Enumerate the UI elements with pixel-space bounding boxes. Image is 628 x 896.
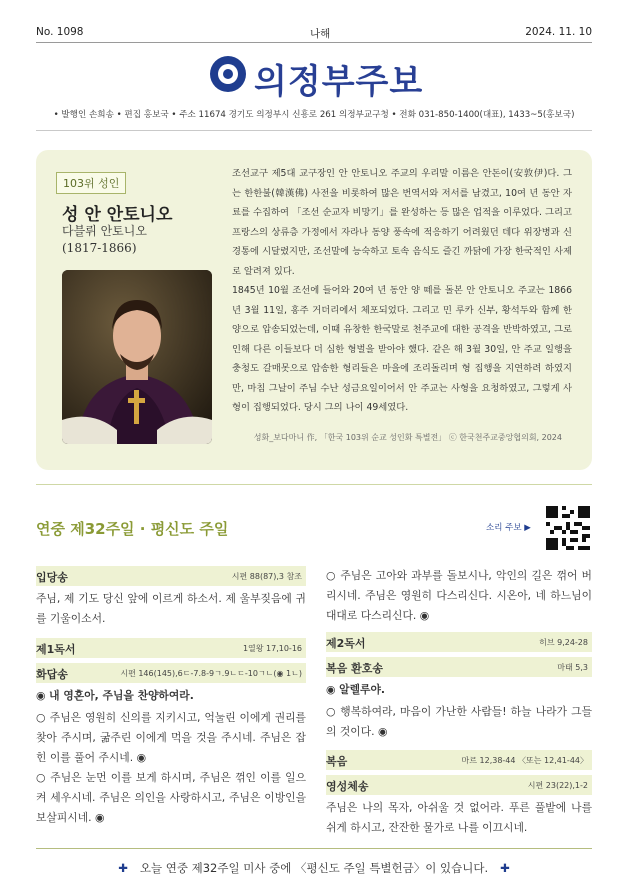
saint-portrait — [62, 270, 212, 444]
publication-info: • 발행인 손희송 • 편집 홍보국 • 주소 11674 경기도 의정부시 신흥로 261 의정부교구청 • 전화 031-850-1400(대표), 1433~5(홍보국) — [53, 110, 575, 120]
alleluia-response: ◉ 알렐루야. — [326, 683, 386, 696]
cross-icon: ✚ — [118, 861, 128, 875]
footer-notice — [36, 860, 592, 876]
gospel-header — [326, 750, 592, 770]
alleluia-ref: 마태 5,3 — [557, 663, 588, 672]
saint-name: 성 안 안토니오 — [62, 205, 173, 225]
alleluia-verse-text: ○ 행복하여라, 마음이 가난한 사람들! 하늘 나라가 그들의 것이다. ◉ — [326, 705, 592, 738]
communion-text — [326, 798, 592, 838]
saint-tag: 103위 성인 — [56, 172, 126, 194]
communion-ref: 시편 23(22),1-2 — [527, 781, 588, 790]
left-column — [36, 566, 306, 828]
psalm-verse: ○ 주님은 눈먼 이를 보게 하시며, 주님은 꺾인 이를 일으켜 세우시네. 주님은 의인을 사랑하시고, 주님은 이방인을 보살피시네. ◉ — [36, 771, 306, 824]
image-credit: 성화_보다마니 作, 「한국 103위 순교 성인화 특별전」 ⓒ 한국천주교중앙협의회, 2024 — [253, 433, 562, 442]
reading2-ref: 히브 9,24-28 — [539, 638, 588, 647]
communion-antiphon: 주님은 나의 목자, 아쉬울 것 없어라. 푸른 풀밭에 나를 쉬게 하시고, 잔잔한 물가로 나를 이끄시네. — [326, 801, 592, 834]
saint-biography — [232, 164, 572, 418]
gospel-label: 복음 — [326, 755, 348, 768]
entrance-antiphon: 주님, 제 기도 당신 앞에 이르게 하소서. 제 울부짖음에 귀를 기울이소서. — [36, 592, 306, 625]
alleluia-header — [326, 657, 592, 677]
alleluia-verse — [326, 702, 592, 742]
masthead-title: 의정부주보 — [254, 62, 424, 102]
psalm-verse: ○ 주님은 영원히 신의를 지키시고, 억눌린 이에게 권리를 찾아 주시며, 굶주린 이에게 먹을 것을 주시네. 주님은 잡힌 이를 풀어 주시네. ◉ — [36, 711, 306, 764]
bio-paragraph: 1845년 10월 조선에 들어와 20여 년 동안 양 떼를 돌본 안 안토니오 주교는 1866년 3월 11일, 홍주 거더리에서 체포되었다. 그리고 민 루카 신부, 황석두와 함께 한양으로 압송되었는데, 이때 유창한 한국말로 천주교에 대한 공격을 반박하였고, 그로 인해 다른 이들보다 더 심한 형벌을 받아야 했다. 같은 해 3월 30일, 안 주교 일행을 충청도 갈매못으로 압송한 형리들은 마을에 조리돌리며 형 집행을 지연하려 하였지만, 마침 그날이 주님 수난 성금요일이어서 안 주교는 사형을 요청하였고, 그렇게 사형이 집행되었다. 당시 그의 나이 49세였다. — [232, 285, 572, 413]
reading1-ref: 1열왕 17,10-16 — [242, 644, 302, 653]
psalm-ref: 시편 146(145),6ㄷ-7.8-9ㄱ.9ㄴㄷ-10ㄱㄴ(◉ 1ㄴ) — [120, 669, 302, 678]
saint-alt-name: 다블뤼 안토니오 — [62, 224, 147, 238]
issue-date: 2024. 11. 10 — [525, 26, 592, 38]
reading1-label: 제1독서 — [36, 643, 76, 656]
pubinfo-divider — [36, 130, 592, 131]
gospel-ref: 마르 12,38-44 〈또는 12,41-44〉 — [461, 756, 588, 765]
entrance-text — [36, 589, 306, 629]
reading2-label: 제2독서 — [326, 637, 366, 650]
entrance-header — [36, 566, 306, 586]
cross-icon: ✚ — [500, 861, 510, 875]
psalm-verse-3 — [326, 566, 592, 626]
audio-bulletin-link[interactable]: 소리 주보 ▶ — [486, 523, 531, 533]
notice-text: 오늘 연중 제32주일 미사 중에 〈평신도 주일 특별헌금〉이 있습니다. — [139, 861, 489, 875]
entrance-label: 입당송 — [36, 571, 68, 584]
diocese-seal-icon — [210, 56, 246, 92]
liturgical-year: 나해 — [310, 28, 331, 40]
qr-code-icon[interactable] — [546, 506, 590, 550]
psalm-label: 화답송 — [36, 668, 68, 681]
top-divider — [36, 42, 592, 43]
alleluia-label: 복음 환호송 — [326, 662, 383, 675]
bio-paragraph: 조선교구 제5대 교구장인 안 안토니오 주교의 우리말 이름은 안돈이(安敦伊)다. 그는 한한불(韓漢佛) 사전을 비롯하여 많은 번역서와 저서를 남겼고, 10여 년 동안 자료를 수집하여 「조선 순교자 비망기」를 완성하는 등 많은 업적을 이루었다. 그리고 프랑스의 상류층 가정에서 자라나 동양 풍속에 적응하기 어려웠던 데다 위장병과 신경통에 시달렸지만, 조선말에 능숙하고 토속 음식도 즐긴 까닭에 가장 한국적인 사제로 알려져 있다. — [232, 168, 572, 277]
psalm-response: ◉ 내 영혼아, 주님을 찬양하여라. — [36, 689, 194, 702]
sunday-title: 연중 제32주일 · 평신도 주일 — [36, 520, 229, 538]
saint-years: (1817-1866) — [62, 241, 137, 255]
communion-label: 영성체송 — [326, 780, 369, 793]
footer-divider — [36, 848, 592, 849]
entrance-ref: 시편 88(87),3 참조 — [231, 572, 302, 581]
issue-number: No. 1098 — [36, 26, 84, 38]
psalm-header — [36, 663, 306, 683]
psalm-verse: ○ 주님은 고아와 과부를 돌보시나, 악인의 길은 꺾어 버리시네. 주님은 영원히 다스리신다. 시온아, 네 하느님이 대대로 다스리신다. ◉ — [326, 569, 592, 622]
reading1-header — [36, 638, 306, 658]
psalm-verses — [36, 708, 306, 828]
section-divider — [36, 484, 592, 485]
reading2-header — [326, 632, 592, 652]
right-column — [326, 566, 592, 838]
communion-header — [326, 775, 592, 795]
